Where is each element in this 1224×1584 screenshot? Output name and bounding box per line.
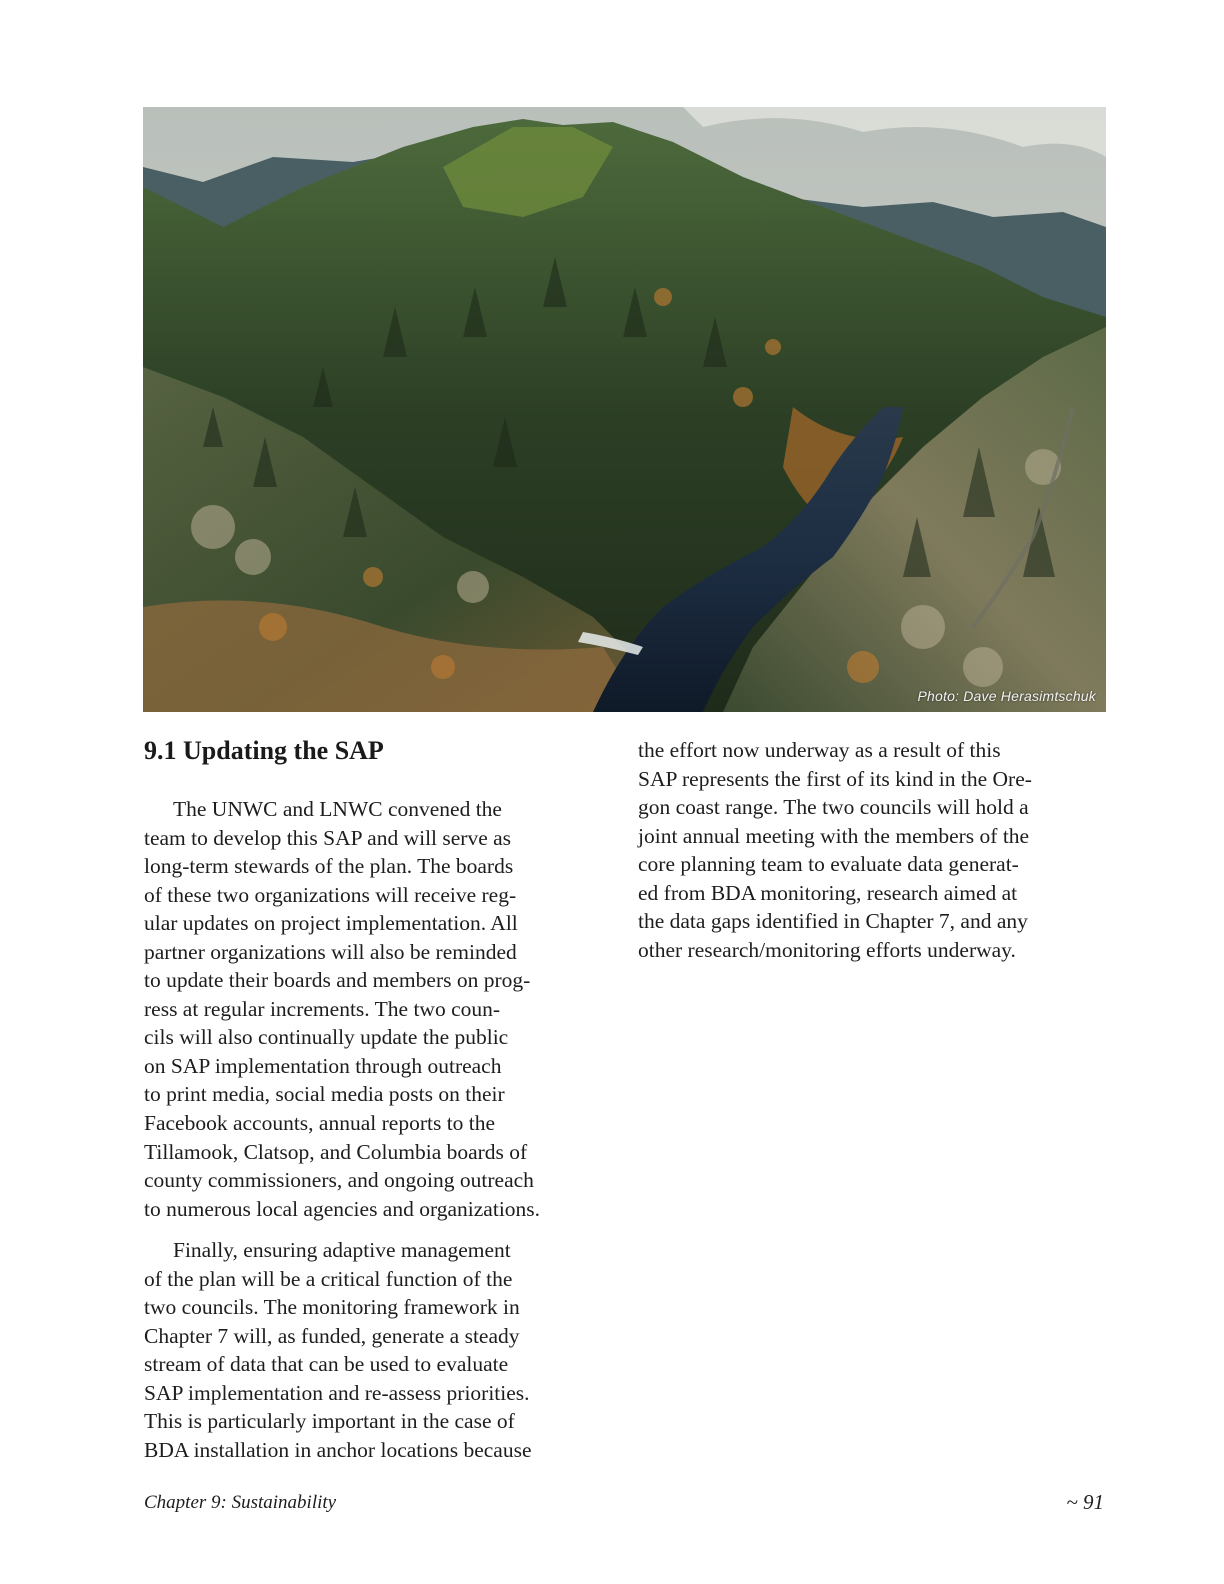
landscape-photo bbox=[143, 107, 1106, 712]
page-number: ~ 91 bbox=[1066, 1490, 1104, 1514]
section-heading: 9.1 Updating the SAP bbox=[144, 736, 384, 765]
right-column bbox=[638, 736, 1113, 964]
paragraph: The UNWC and LNWC convened the team to develop this SAP and will serve as long-term stewards of the plan. The boards of these two organizations will receive reg- ular updates on project implementation. All partner organizations will also be reminded to update their boards and members on prog- ress at regular increments. The two coun- cils will also continually update the public on SAP implementation through outreach to print media, social media posts on their Facebook accounts, annual reports to the Tillamook, Clatsop, and Columbia boards of county commissioners, and ongoing outreach to numerous local agencies and organizations. bbox=[144, 797, 541, 1221]
left-column bbox=[144, 795, 619, 1465]
forest-river-image bbox=[143, 107, 1106, 712]
footer-chapter: Chapter 9: Sustainability bbox=[144, 1492, 337, 1513]
paragraph: Finally, ensuring adaptive management of the plan will be a critical function of the two councils. The monitoring framework in Chapter 7 will, as funded, generate a steady stream of data that can be used to evaluate SAP implementation and re-assess priorities. This is particularly important in the case of BDA installation in anchor locations because bbox=[144, 1238, 532, 1463]
paragraph: the effort now underway as a result of this SAP represents the first of its kind in the Ore- gon coast range. The two councils will hold a joint annual meeting with the members of the core planning team to evaluate data generat- ed from BDA monitoring, research aimed at the data gaps identified in Chapter 7, and any other research/monitoring efforts underway. bbox=[638, 738, 1032, 962]
photo-credit: Photo: Dave Herasimtschuk bbox=[917, 688, 1096, 704]
